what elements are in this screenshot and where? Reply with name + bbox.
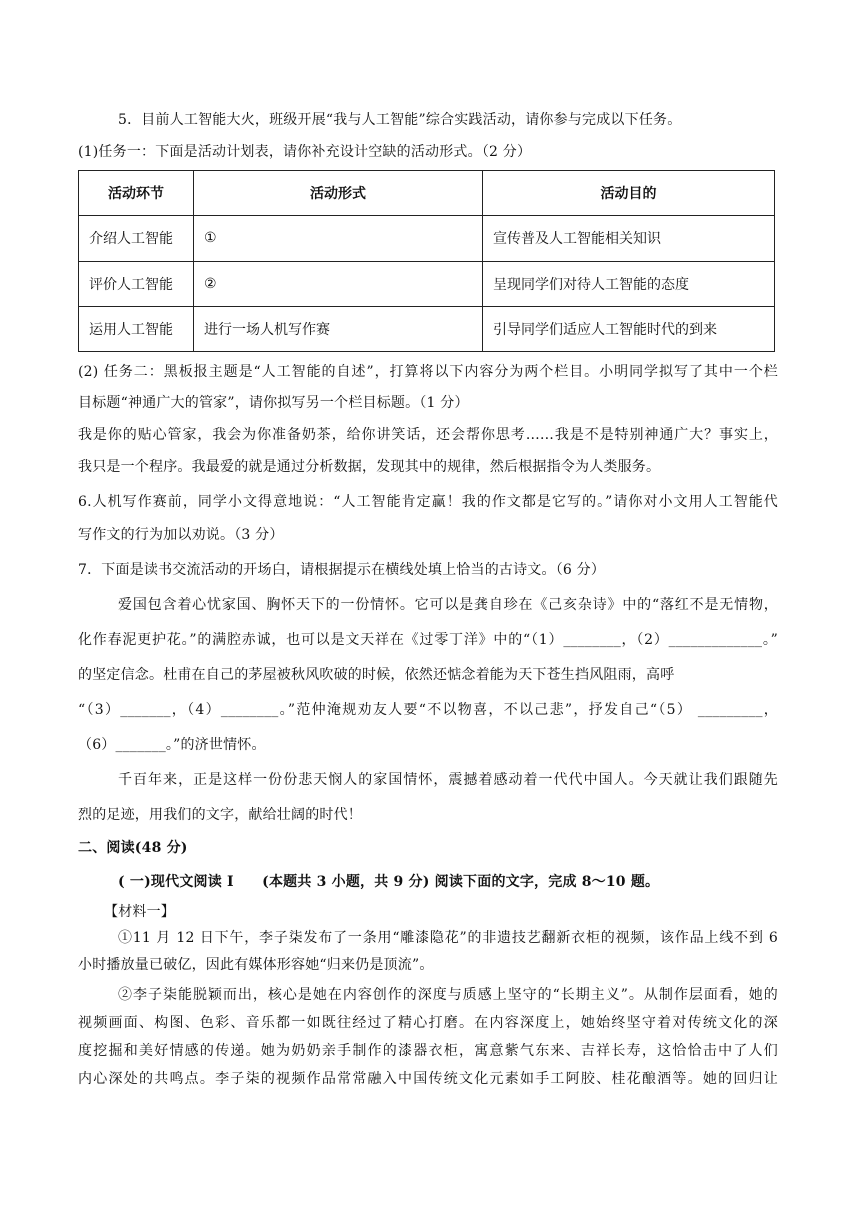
header-purpose: 活动目的 <box>483 171 775 216</box>
q5-task2-line1: (2) 任务二：黑板报主题是“人工智能的自述”，打算将以下内容分为两个栏目。小明同学拟写了其中一个栏 <box>78 364 778 380</box>
q5-task2-line2: 目标题“神通广大的管家”，请你拟写另一个栏目标题。（1 分） <box>78 395 469 411</box>
q7-p2-line2: 烈的足迹，用我们的文字，献给壮阔的时代！ <box>78 807 362 823</box>
cell-stage: 评价人工智能 <box>79 261 194 306</box>
header-stage: 活动环节 <box>79 171 194 216</box>
m2-line4: 内心深处的共鸣点。李子柒的视频作品常常融入中国传统文化元素如手工阿胶、桂花酿酒等。她的回归让 <box>78 1071 778 1087</box>
header-form: 活动形式 <box>194 171 483 216</box>
section2-heading: 二、阅读(48 分) <box>78 840 188 856</box>
q7-p1-line5: （6）_______。”的济世情怀。 <box>78 737 266 753</box>
material-label: 【材料一】 <box>104 904 175 920</box>
q5-intro: 5．目前人工智能大火，班级开展“我与人工智能”综合实践活动，请你参与完成以下任务。 <box>118 112 682 128</box>
q7-p1-line3: 的坚定信念。杜甫在自己的茅屋被秋风吹破的时候，依然还惦念着能为天下苍生挡风阻雨，高呼 <box>78 667 675 683</box>
q5-paragraph-line1: 我是你的贴心管家，我会为你准备奶茶，给你讲笑话，还会帮你思考……我是不是特别神通广大？事实上， <box>78 427 778 443</box>
cell-form: 进行一场人机写作赛 <box>194 306 483 351</box>
cell-purpose: 宣传普及人工智能相关知识 <box>483 216 775 261</box>
m1-line1: ①11 月 12 日下午，李子柒发布了一条用“雕漆隐花”的非遗技艺翻新衣柜的视频，该作品上线不到 6 <box>118 930 778 946</box>
table-row <box>79 261 775 306</box>
cell-purpose: 引导同学们适应人工智能时代的到来 <box>483 306 775 351</box>
q7-p1-line4: “（3）_______，（4）________。”范仲淹规劝友人要“不以物喜，不以己悲”，抒发自己“（5） _________， <box>78 702 778 718</box>
cell-form-blank-1: ① <box>194 216 483 261</box>
cell-stage: 介绍人工智能 <box>79 216 194 261</box>
q7-p1-line2: 化作春泥更护花。”的满腔赤诚，也可以是文天祥在《过零丁洋》中的“（1）________，（2）_____________。” <box>78 632 778 648</box>
q7-title: 7．下面是读书交流活动的开场白，请根据提示在横线处填上恰当的古诗文。（6 分） <box>78 562 606 578</box>
q6-line1: 6.人机写作赛前，同学小文得意地说：“人工智能肯定赢！我的作文都是它写的。”请你对小文用人工智能代 <box>78 494 778 510</box>
m1-line2: 小时播放量已破亿，因此有媒体形容她“归来仍是顶流”。 <box>78 957 434 973</box>
cell-purpose: 呈现同学们对待人工智能的态度 <box>483 261 775 306</box>
table-header-row <box>79 171 775 216</box>
activity-plan-table <box>78 170 775 352</box>
table-row <box>79 306 775 351</box>
m2-line1: ②李子柒能脱颖而出，核心是她在内容创作的深度与质感上坚守的“长期主义”。从制作层面看，她的 <box>118 987 778 1003</box>
cell-form-blank-2: ② <box>194 261 483 306</box>
m2-line3: 度挖掘和美好情感的传递。她为奶奶亲手制作的漆器衣柜，寓意紫气东来、吉祥长寿，这恰恰击中了人们 <box>78 1043 778 1059</box>
cell-stage: 运用人工智能 <box>79 306 194 351</box>
m2-line2: 视频画面、构图、色彩、音乐都一如既往经过了精心打磨。在内容深度上，她始终坚守着对传统文化的深 <box>78 1015 778 1031</box>
table-row <box>79 216 775 261</box>
q5-task1: (1)任务一：下面是活动计划表，请你补充设计空缺的活动形式。（2 分） <box>78 144 532 160</box>
q6-line2: 写作文的行为加以劝说。（3 分） <box>78 527 284 543</box>
q7-p2-line1: 千百年来，正是这样一份份悲天悯人的家国情怀，震撼着感动着一代代中国人。今天就让我们跟随先 <box>118 772 778 788</box>
section2-subheading: ( 一)现代文阅读 I (本题共 3 小题，共 9 分) 阅读下面的文字，完成 8～10 题。 <box>118 874 660 890</box>
q7-p1-line1: 爱国包含着心忧家国、胸怀天下的一份情怀。它可以是龚自珍在《己亥杂诗》中的“落红不是无情物， <box>118 597 778 613</box>
q5-paragraph-line2: 我只是一个程序。我最爱的就是通过分析数据，发现其中的规律，然后根据指令为人类服务。 <box>78 459 661 475</box>
